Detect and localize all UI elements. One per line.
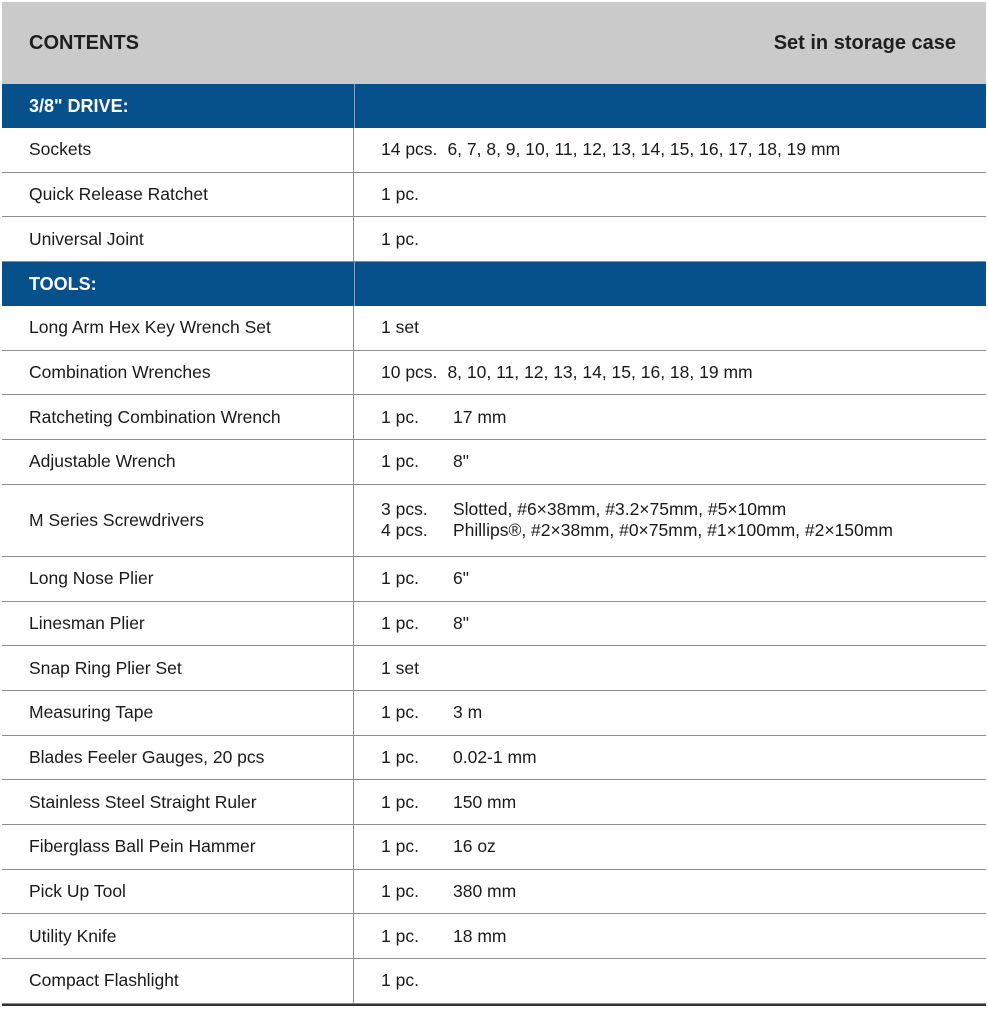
quantity-line: [381, 229, 986, 250]
section-title: 3/8" DRIVE:: [29, 95, 129, 116]
table-row: [2, 128, 986, 173]
item-quantity-cell: [354, 306, 986, 350]
table-row: [2, 959, 986, 1004]
item-quantity: 1 pc.: [381, 568, 419, 589]
item-quantity-cell: [354, 485, 986, 556]
item-quantity-cell: [354, 959, 986, 1003]
table-row: [2, 306, 986, 351]
item-quantity-cell: [354, 173, 986, 217]
table-row: [2, 173, 986, 218]
quantity-line: [381, 499, 986, 520]
quantity-line: [381, 881, 986, 902]
item-quantity: 1 pc.: [381, 406, 419, 427]
item-quantity-cell: [354, 914, 986, 958]
table-row: [2, 646, 986, 691]
item-name: M Series Screwdrivers: [2, 485, 354, 556]
quantity-line: [381, 836, 986, 857]
item-name: Linesman Plier: [2, 602, 354, 646]
item-name: Fiberglass Ball Pein Hammer: [2, 825, 354, 869]
quantity-line: [381, 792, 986, 813]
section-header-blank: [354, 84, 986, 128]
table-row: [2, 557, 986, 602]
table-row: [2, 485, 986, 557]
quantity-line: [381, 926, 986, 947]
item-detail: Slotted, #6×38mm, #3.2×75mm, #5×10mm: [453, 499, 787, 520]
item-detail: 6": [453, 568, 469, 589]
item-quantity-cell: [354, 602, 986, 646]
item-name: Blades Feeler Gauges, 20 pcs: [2, 736, 354, 780]
table-row: [2, 691, 986, 736]
item-name: Combination Wrenches: [2, 351, 354, 395]
item-quantity: 1 pc.: [381, 970, 419, 991]
quantity-line: [381, 407, 986, 428]
item-detail: 8": [453, 612, 469, 633]
item-quantity: 1 pc.: [381, 746, 419, 767]
item-detail: 8": [453, 451, 469, 472]
item-name: Long Arm Hex Key Wrench Set: [2, 306, 354, 350]
item-detail: 0.02-1 mm: [453, 746, 537, 767]
item-quantity-cell: [354, 825, 986, 869]
item-quantity: 3 pcs.: [381, 499, 428, 520]
item-detail: 380 mm: [453, 880, 517, 901]
item-detail: 3 m: [453, 702, 483, 723]
item-name: Stainless Steel Straight Ruler: [2, 780, 354, 824]
header-set-label: Set in storage case: [773, 31, 956, 54]
item-detail: 150 mm: [453, 791, 517, 812]
item-quantity: 1 pc.: [381, 836, 419, 857]
quantity-line: [381, 613, 986, 634]
section-header: [2, 84, 986, 128]
quantity-line: [381, 747, 986, 768]
item-name: Snap Ring Plier Set: [2, 646, 354, 690]
quantity-line: [381, 139, 986, 160]
quantity-line: [381, 317, 986, 338]
item-quantity: 1 pc.: [381, 702, 419, 723]
item-name: Measuring Tape: [2, 691, 354, 735]
item-name: Compact Flashlight: [2, 959, 354, 1003]
table-header: [2, 2, 986, 84]
item-quantity-cell: [354, 128, 986, 172]
item-detail: 8, 10, 11, 12, 13, 14, 15, 16, 18, 19 mm: [447, 362, 753, 383]
table-row: [2, 736, 986, 781]
quantity-line: [381, 970, 986, 991]
item-name: Sockets: [2, 128, 354, 172]
table-row: [2, 351, 986, 396]
item-quantity-cell: [354, 351, 986, 395]
item-quantity: 1 pc.: [381, 612, 419, 633]
item-quantity: 1 pc.: [381, 880, 419, 901]
header-contents-label: CONTENTS: [29, 31, 139, 54]
item-quantity: 4 pcs.: [381, 520, 428, 541]
table-row: [2, 825, 986, 870]
section-header-blank: [354, 262, 986, 306]
section-title: TOOLS:: [29, 273, 97, 294]
item-quantity: 1 set: [381, 657, 419, 678]
item-quantity-cell: [354, 395, 986, 439]
item-quantity: 10 pcs.: [381, 362, 438, 383]
table-row: [2, 395, 986, 440]
quantity-line: [381, 362, 986, 383]
contents-table: [2, 2, 986, 1006]
quantity-line: [381, 568, 986, 589]
item-quantity-cell: [354, 736, 986, 780]
item-detail: 6, 7, 8, 9, 10, 11, 12, 13, 14, 15, 16, 17, 18, 19 mm: [447, 139, 841, 160]
item-quantity: 14 pcs.: [381, 139, 438, 160]
table-row: [2, 914, 986, 959]
item-quantity: 1 pc.: [381, 228, 419, 249]
item-detail: Phillips®, #2×38mm, #0×75mm, #1×100mm, #2×150mm: [453, 520, 893, 541]
item-quantity-cell: [354, 780, 986, 824]
table-row: [2, 870, 986, 915]
item-detail: 17 mm: [453, 406, 507, 427]
table-row: [2, 217, 986, 262]
quantity-line: [381, 184, 986, 205]
item-name: Long Nose Plier: [2, 557, 354, 601]
quantity-line: [381, 702, 986, 723]
item-name: Universal Joint: [2, 217, 354, 261]
item-quantity: 1 pc.: [381, 791, 419, 812]
item-name: Utility Knife: [2, 914, 354, 958]
item-quantity: 1 pc.: [381, 451, 419, 472]
item-quantity-cell: [354, 691, 986, 735]
item-name: Ratcheting Combination Wrench: [2, 395, 354, 439]
table-body: [2, 84, 986, 1006]
quantity-line: [381, 451, 986, 472]
item-quantity-cell: [354, 870, 986, 914]
table-row: [2, 780, 986, 825]
quantity-line: [381, 658, 986, 679]
item-quantity-cell: [354, 557, 986, 601]
item-name: Quick Release Ratchet: [2, 173, 354, 217]
table-row: [2, 440, 986, 485]
item-quantity: 1 set: [381, 317, 419, 338]
section-header: [2, 262, 986, 306]
item-detail: 16 oz: [453, 836, 496, 857]
item-quantity-cell: [354, 217, 986, 261]
item-detail: 18 mm: [453, 925, 507, 946]
item-quantity: 1 pc.: [381, 184, 419, 205]
item-name: Pick Up Tool: [2, 870, 354, 914]
quantity-line: [381, 520, 986, 541]
item-name: Adjustable Wrench: [2, 440, 354, 484]
item-quantity-cell: [354, 440, 986, 484]
table-row: [2, 602, 986, 647]
item-quantity-cell: [354, 646, 986, 690]
item-quantity: 1 pc.: [381, 925, 419, 946]
